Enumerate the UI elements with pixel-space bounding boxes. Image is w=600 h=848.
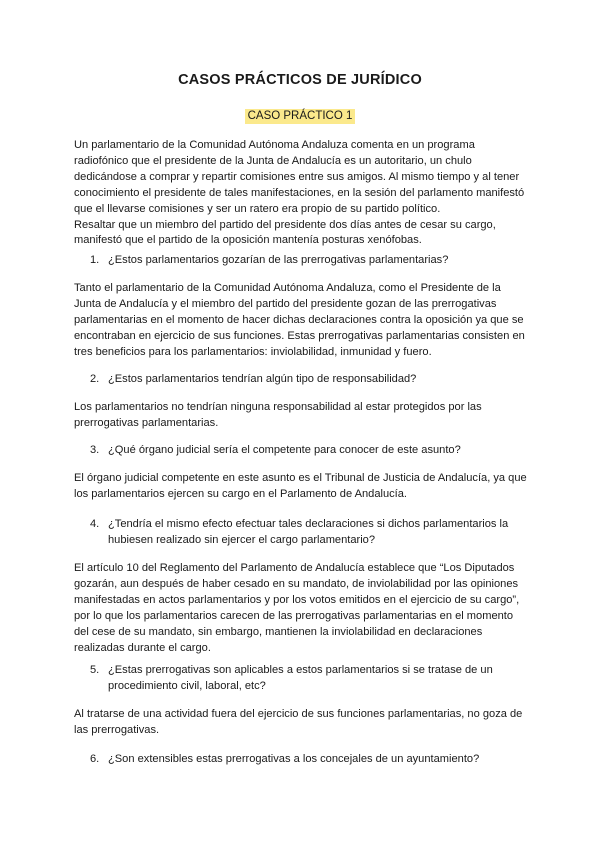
text-line: ¿Tendría el mismo efecto efectuar tales declaraciones si dichos parlamentarios la <box>108 518 509 530</box>
text-line: gozarán, aun después de haber cesado en su mandato, de inviolabilidad por las opiniones <box>74 577 519 590</box>
answer-4 <box>74 561 530 656</box>
question-number: 3. <box>90 444 100 456</box>
text-line: prerrogativas parlamentarias. <box>74 416 219 429</box>
answer-2 <box>74 400 530 432</box>
text-line: dedicándose a comprar y repartir comisiones entre sus amigos. Al mismo tiempo y al tener <box>74 170 520 183</box>
question-text: ¿Son extensibles estas prerrogativas a los concejales de un ayuntamiento? <box>108 753 480 765</box>
case-label-wrap <box>0 106 600 124</box>
text-line: El órgano judicial competente en este asunto es el Tribunal de Justicia de Andalucía, ya que <box>74 472 527 484</box>
text-line: manifestadas en actos parlamentarios y por los votos emitidos en el ejercicio de su cargo”, <box>74 593 520 606</box>
text-line: encontraban en ejercicio de sus funciones. Estas prerrogativas parlamentarias consisten en <box>74 329 525 342</box>
text-line: Los parlamentarios no tendrían ninguna responsabilidad al estar protegidos por las <box>74 401 482 413</box>
question-1 <box>90 253 530 269</box>
question-text <box>108 517 530 549</box>
text-line: realizadas durante el cargo. <box>74 641 211 654</box>
question-number: 1. <box>90 254 100 266</box>
text-line: radiofónico que el presidente de la Junta de Andalucía es un autoritario, un chulo <box>74 154 472 167</box>
question-text: ¿Estos parlamentarios tendrían algún tipo de responsabilidad? <box>108 373 417 385</box>
text-line: Resaltar que un miembro del partido del presidente dos días antes de cesar su cargo, <box>74 218 496 231</box>
text-line: que el llevarse comisiones y ser un ratero era propio de su partido político. <box>74 202 441 215</box>
answer-5 <box>74 707 530 739</box>
question-text <box>108 663 530 695</box>
text-line: las prerrogativas. <box>74 723 160 736</box>
text-line: conocimiento el presidente de tales manifestaciones, en la sesión del parlamento manifestó <box>74 186 525 199</box>
question-5 <box>90 663 530 695</box>
question-text: ¿Qué órgano judicial sería el competente para conocer de este asunto? <box>108 444 461 456</box>
question-number: 5. <box>90 664 100 676</box>
text-line: procedimiento civil, laboral, etc? <box>108 679 266 692</box>
question-number: 2. <box>90 373 100 385</box>
text-line: por lo que los parlamentarios carecen de las prerrogativas parlamentarias en el momento <box>74 609 514 622</box>
question-6 <box>90 752 530 768</box>
text-line: parlamentarias en el momento de hacer dichas declaraciones contra la oposición ya que se <box>74 313 524 326</box>
text-line: del cese de su mandato, sin embargo, mantienen la inviolabilidad en declaraciones <box>74 625 483 638</box>
question-2 <box>90 372 530 388</box>
text-line: hubiesen realizado sin ejercer el cargo parlamentario? <box>108 533 376 546</box>
text-line: Junta de Andalucía y el miembro del partido del presidente gozan de las prerrogativas <box>74 297 497 310</box>
intro-paragraph <box>74 138 530 249</box>
answer-1 <box>74 281 530 361</box>
text-line: Al tratarse de una actividad fuera del ejercicio de sus funciones parlamentarias, no goza de <box>74 708 523 720</box>
text-line: Tanto el parlamentario de la Comunidad Autónoma Andaluza, como el Presidente de la <box>74 282 501 294</box>
document-title: CASOS PRÁCTICOS DE JURÍDICO <box>178 72 422 88</box>
text-line: El artículo 10 del Reglamento del Parlamento de Andalucía establece que “Los Diputados <box>74 562 515 574</box>
text-line: tres beneficios para los parlamentarios: inviolabilidad, inmunidad y fuero. <box>74 345 432 358</box>
text-line: ¿Estas prerrogativas son aplicables a estos parlamentarios si se tratase de un <box>108 664 493 676</box>
case-label: CASO PRÁCTICO 1 <box>245 109 356 124</box>
text-line: Un parlamentario de la Comunidad Autónoma Andaluza comenta en un programa <box>74 139 475 151</box>
text-line: los parlamentarios ejercen su cargo en el Parlamento de Andalucía. <box>74 487 408 500</box>
text-line: manifestó que el partido de la oposición mantenía posturas xenófobas. <box>74 234 422 247</box>
answer-3 <box>74 471 530 503</box>
question-number: 4. <box>90 518 100 530</box>
question-3 <box>90 443 530 459</box>
question-4 <box>90 517 530 549</box>
question-number: 6. <box>90 753 100 765</box>
question-text: ¿Estos parlamentarios gozarían de las prerrogativas parlamentarias? <box>108 254 449 266</box>
